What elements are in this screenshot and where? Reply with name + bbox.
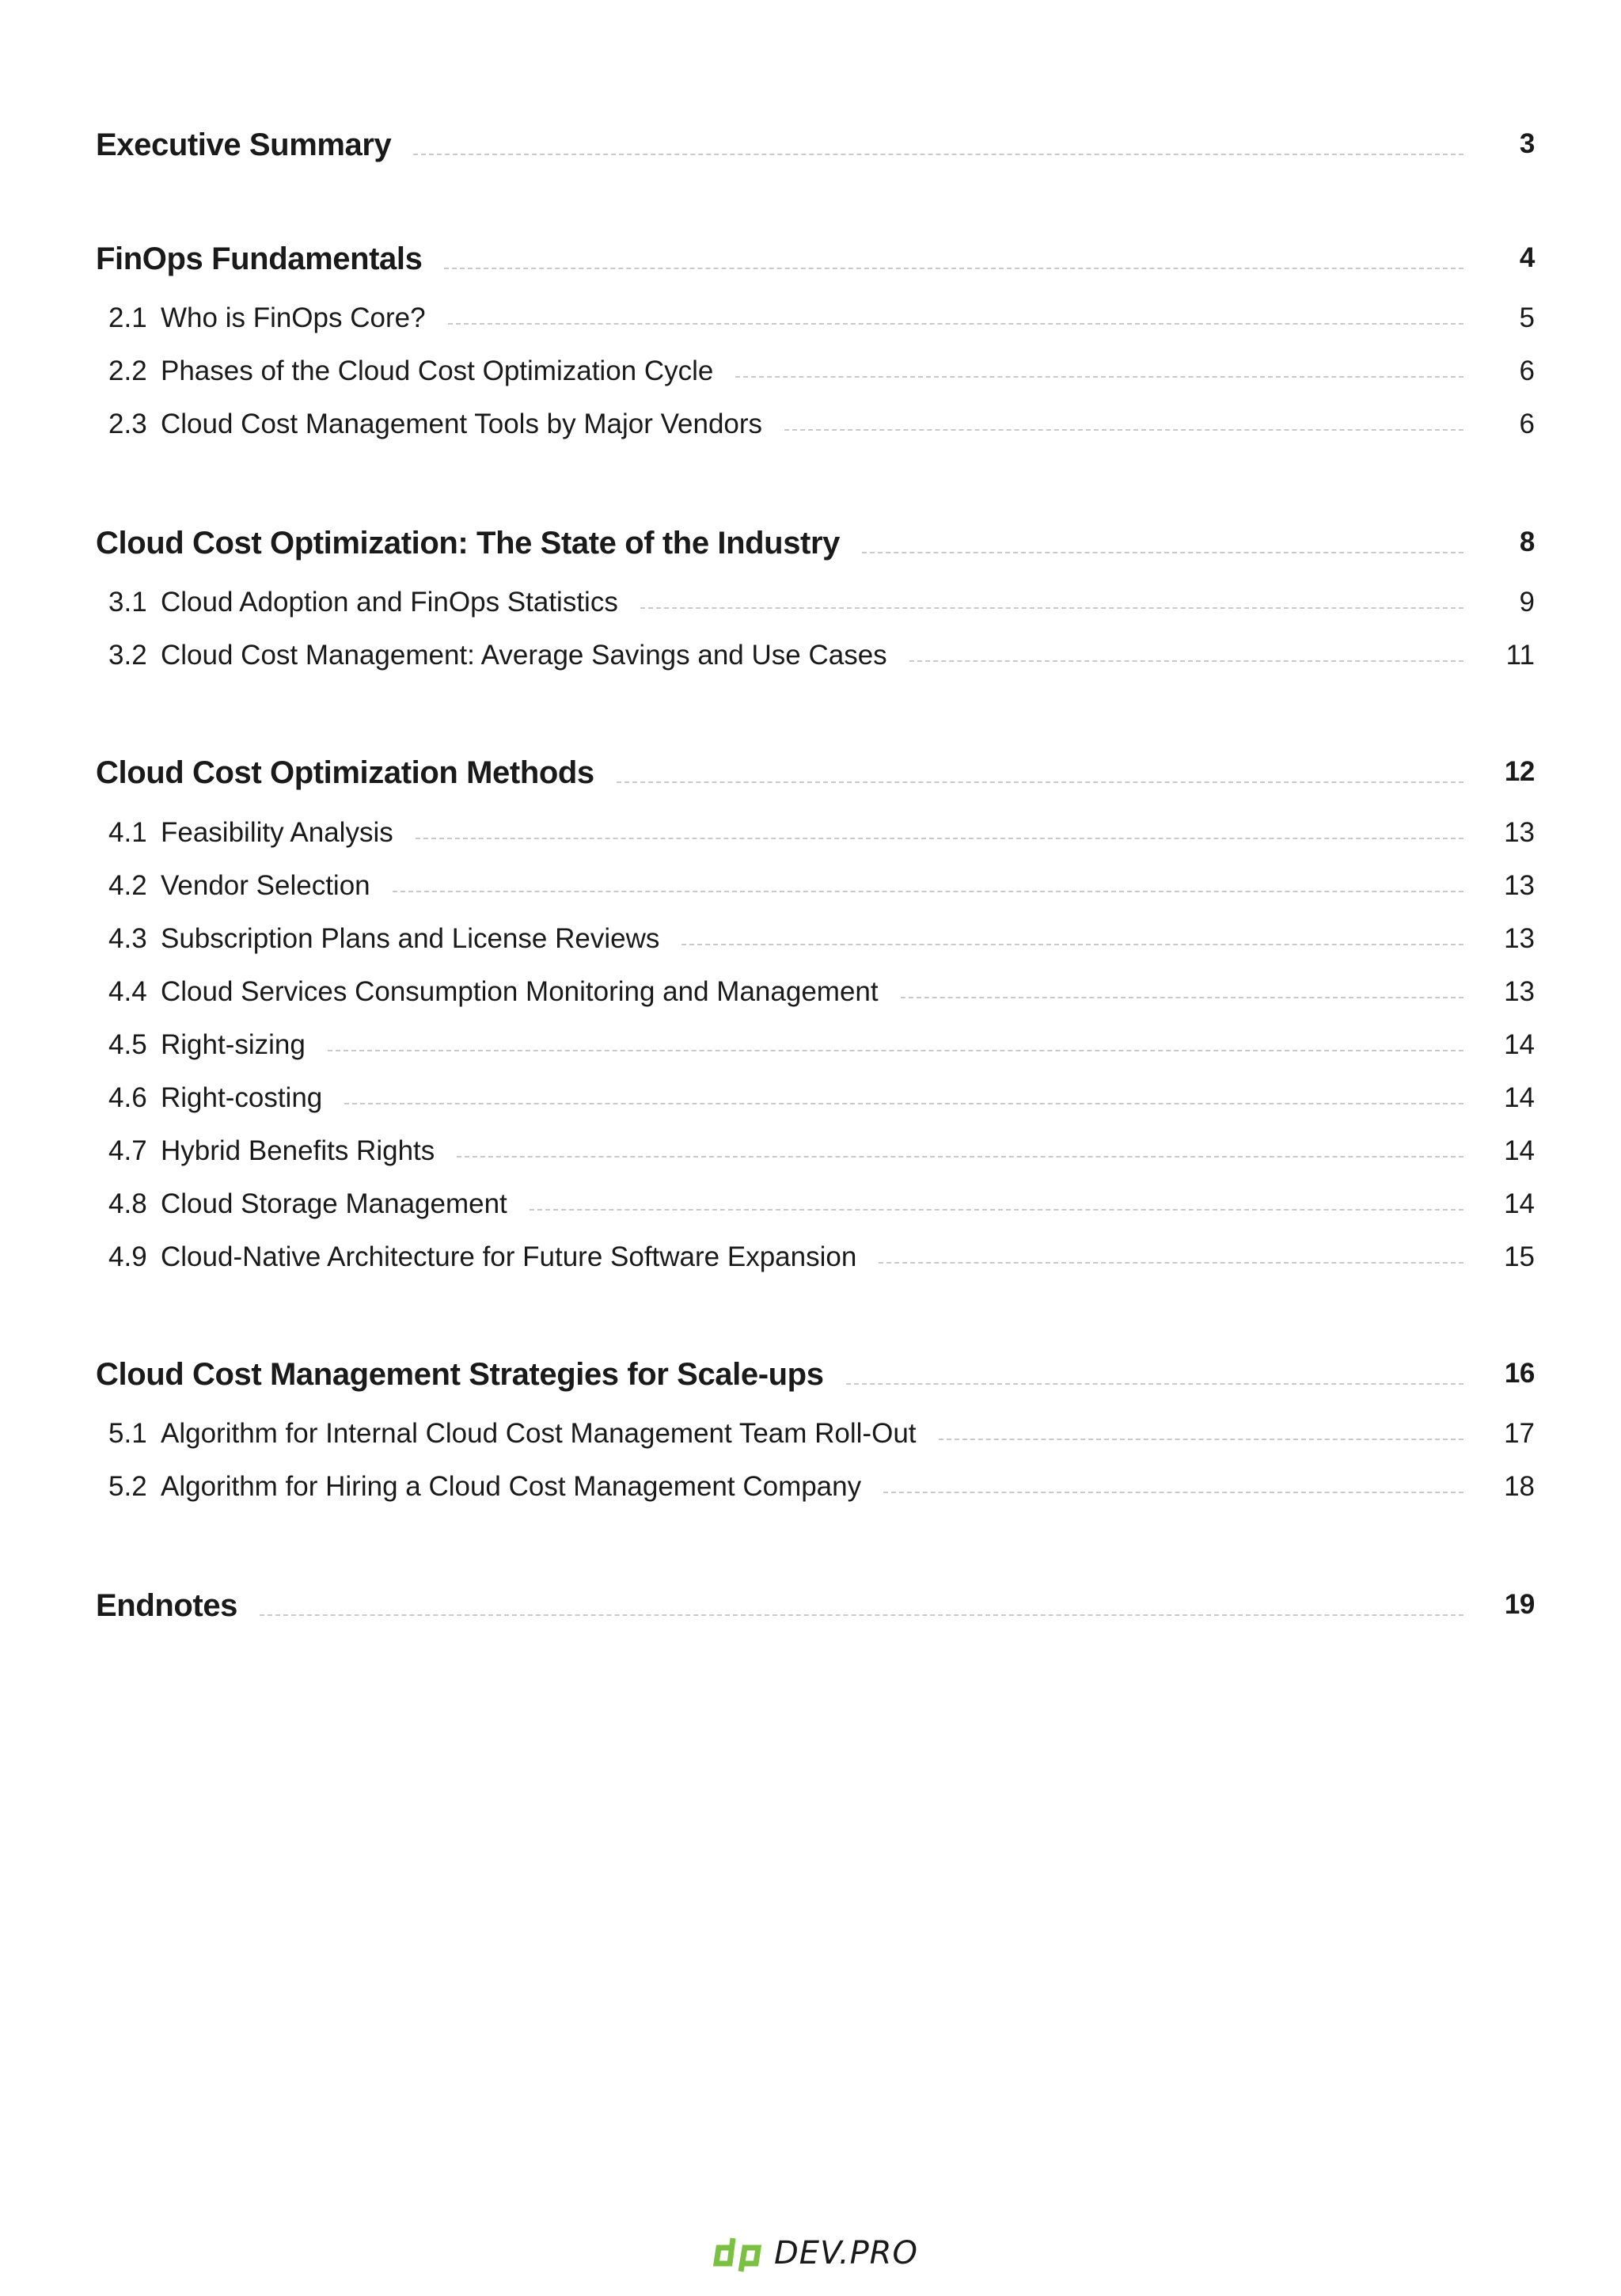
toc-leader <box>617 781 1463 783</box>
toc-page-number: 15 <box>1504 1241 1535 1272</box>
toc-item[interactable] <box>96 915 1535 955</box>
toc-page-number: 16 <box>1504 1358 1535 1389</box>
toc-leader <box>260 1614 1463 1616</box>
toc-page-number: 17 <box>1504 1418 1535 1449</box>
dp-logo-icon <box>712 2233 765 2273</box>
toc-item-number: 4.3 <box>108 923 147 954</box>
toc-section-title: Endnotes <box>96 1588 238 1623</box>
dp-logo-p-stroke <box>741 2248 758 2271</box>
toc-item-number: 2.2 <box>108 355 147 386</box>
toc-leader <box>448 323 1463 325</box>
toc-item-number: 3.1 <box>108 587 147 618</box>
toc-page-number: 5 <box>1519 302 1535 333</box>
toc-leader <box>735 376 1463 378</box>
toc-item-title: Who is FinOps Core? <box>161 302 426 333</box>
toc-leader <box>444 268 1463 269</box>
footer-logo-text: DEV.PRO <box>774 2235 918 2271</box>
toc-page-number: 4 <box>1519 242 1535 273</box>
toc-section[interactable] <box>96 119 1535 163</box>
toc-item-title: Right-costing <box>161 1082 323 1113</box>
toc-page-number: 9 <box>1519 587 1535 618</box>
toc-page-number: 6 <box>1519 355 1535 386</box>
toc-item-number: 5.1 <box>108 1418 147 1449</box>
toc-item-title: Cloud Adoption and FinOps Statistics <box>161 587 618 618</box>
toc-item-title: Feasibility Analysis <box>161 817 393 848</box>
toc-item-title: Right-sizing <box>161 1029 306 1060</box>
toc-page-number: 18 <box>1504 1471 1535 1502</box>
toc-leader <box>883 1492 1463 1493</box>
toc-page-number: 13 <box>1504 817 1535 848</box>
toc-section-title: FinOps Fundamentals <box>96 241 423 276</box>
toc-item-title: Hybrid Benefits Rights <box>161 1135 435 1166</box>
toc-item-number: 3.2 <box>108 640 147 671</box>
toc-item[interactable] <box>96 295 1535 334</box>
toc-section[interactable] <box>96 517 1535 561</box>
toc-item-title: Cloud-Native Architecture for Future Software Expansion <box>161 1241 857 1272</box>
toc-leader <box>344 1103 1463 1104</box>
toc-section[interactable] <box>96 1348 1535 1393</box>
toc-item-number: 4.1 <box>108 817 147 848</box>
toc-item-number: 4.7 <box>108 1135 147 1166</box>
toc-item[interactable] <box>96 1234 1535 1273</box>
toc-item-title: Algorithm for Internal Cloud Cost Management Team Roll-Out <box>161 1418 917 1449</box>
toc-page-number: 8 <box>1519 526 1535 557</box>
toc-item[interactable] <box>96 1127 1535 1167</box>
toc-item[interactable] <box>96 862 1535 902</box>
toc-item-number: 4.6 <box>108 1082 147 1113</box>
toc-page-number: 14 <box>1504 1029 1535 1060</box>
toc-section-title: Cloud Cost Optimization: The State of the Industry <box>96 526 840 561</box>
toc-section-title: Executive Summary <box>96 127 392 162</box>
dp-logo-strokes <box>716 2238 758 2271</box>
toc-item[interactable] <box>96 1463 1535 1503</box>
toc-item-number: 4.9 <box>108 1241 147 1272</box>
toc-section-title: Cloud Cost Management Strategies for Scale-ups <box>96 1357 824 1392</box>
toc-leader <box>457 1156 1463 1158</box>
toc-section[interactable] <box>96 233 1535 277</box>
toc-page-number: 12 <box>1504 756 1535 787</box>
toc-item[interactable] <box>96 1021 1535 1061</box>
toc-leader <box>901 997 1463 998</box>
toc-item[interactable] <box>96 1074 1535 1114</box>
toc-item-title: Cloud Services Consumption Monitoring and Management <box>161 976 879 1007</box>
toc-leader <box>879 1262 1463 1264</box>
toc-item-title: Cloud Storage Management <box>161 1188 507 1219</box>
toc-section-title: Cloud Cost Optimization Methods <box>96 755 594 790</box>
toc-item-title: Algorithm for Hiring a Cloud Cost Management Company <box>161 1471 862 1502</box>
toc-item-title: Cloud Cost Management: Average Savings and Use Cases <box>161 640 887 671</box>
toc-item-number: 4.2 <box>108 870 147 901</box>
dp-logo-d-stroke <box>716 2238 733 2264</box>
toc-page-number: 3 <box>1519 128 1535 159</box>
toc-item[interactable] <box>96 579 1535 618</box>
toc-page-number: 19 <box>1504 1589 1535 1620</box>
toc-item-number: 4.4 <box>108 976 147 1007</box>
toc-item-title: Vendor Selection <box>161 870 370 901</box>
toc-page-number: 14 <box>1504 1082 1535 1113</box>
toc-leader <box>909 660 1463 662</box>
toc-page-number: 14 <box>1504 1188 1535 1219</box>
toc-page-number: 11 <box>1505 640 1535 671</box>
toc-leader <box>640 607 1463 609</box>
toc-leader <box>784 429 1463 431</box>
toc-item[interactable] <box>96 968 1535 1008</box>
toc-item[interactable] <box>96 401 1535 440</box>
toc-section[interactable] <box>96 747 1535 791</box>
toc-page-number: 14 <box>1504 1135 1535 1166</box>
toc-item[interactable] <box>96 809 1535 849</box>
toc-leader <box>530 1209 1463 1211</box>
toc-item-number: 2.1 <box>108 302 147 333</box>
toc-item[interactable] <box>96 1180 1535 1220</box>
toc-page-number: 6 <box>1519 409 1535 439</box>
toc-item[interactable] <box>96 348 1535 387</box>
toc-page-number: 13 <box>1504 870 1535 901</box>
toc-item-title: Subscription Plans and License Reviews <box>161 923 660 954</box>
toc-item-number: 2.3 <box>108 409 147 439</box>
toc-leader <box>413 154 1463 155</box>
toc-item-number: 5.2 <box>108 1471 147 1502</box>
toc-leader <box>416 838 1463 839</box>
toc-leader <box>846 1383 1463 1385</box>
toc-item[interactable] <box>96 1410 1535 1450</box>
toc-item-title: Phases of the Cloud Cost Optimization Cycle <box>161 355 714 386</box>
toc-item-title: Cloud Cost Management Tools by Major Vendors <box>161 409 763 439</box>
toc-leader <box>939 1439 1463 1440</box>
toc-leader <box>681 944 1463 945</box>
footer-logo <box>712 2231 918 2275</box>
toc-item-number: 4.5 <box>108 1029 147 1060</box>
toc-leader <box>328 1050 1463 1051</box>
toc-leader <box>393 891 1463 892</box>
toc-page-number: 13 <box>1504 923 1535 954</box>
toc-item-number: 4.8 <box>108 1188 147 1219</box>
toc-item[interactable] <box>96 632 1535 671</box>
toc-page-number: 13 <box>1504 976 1535 1007</box>
toc-leader <box>862 552 1463 553</box>
toc-section[interactable] <box>96 1579 1535 1624</box>
